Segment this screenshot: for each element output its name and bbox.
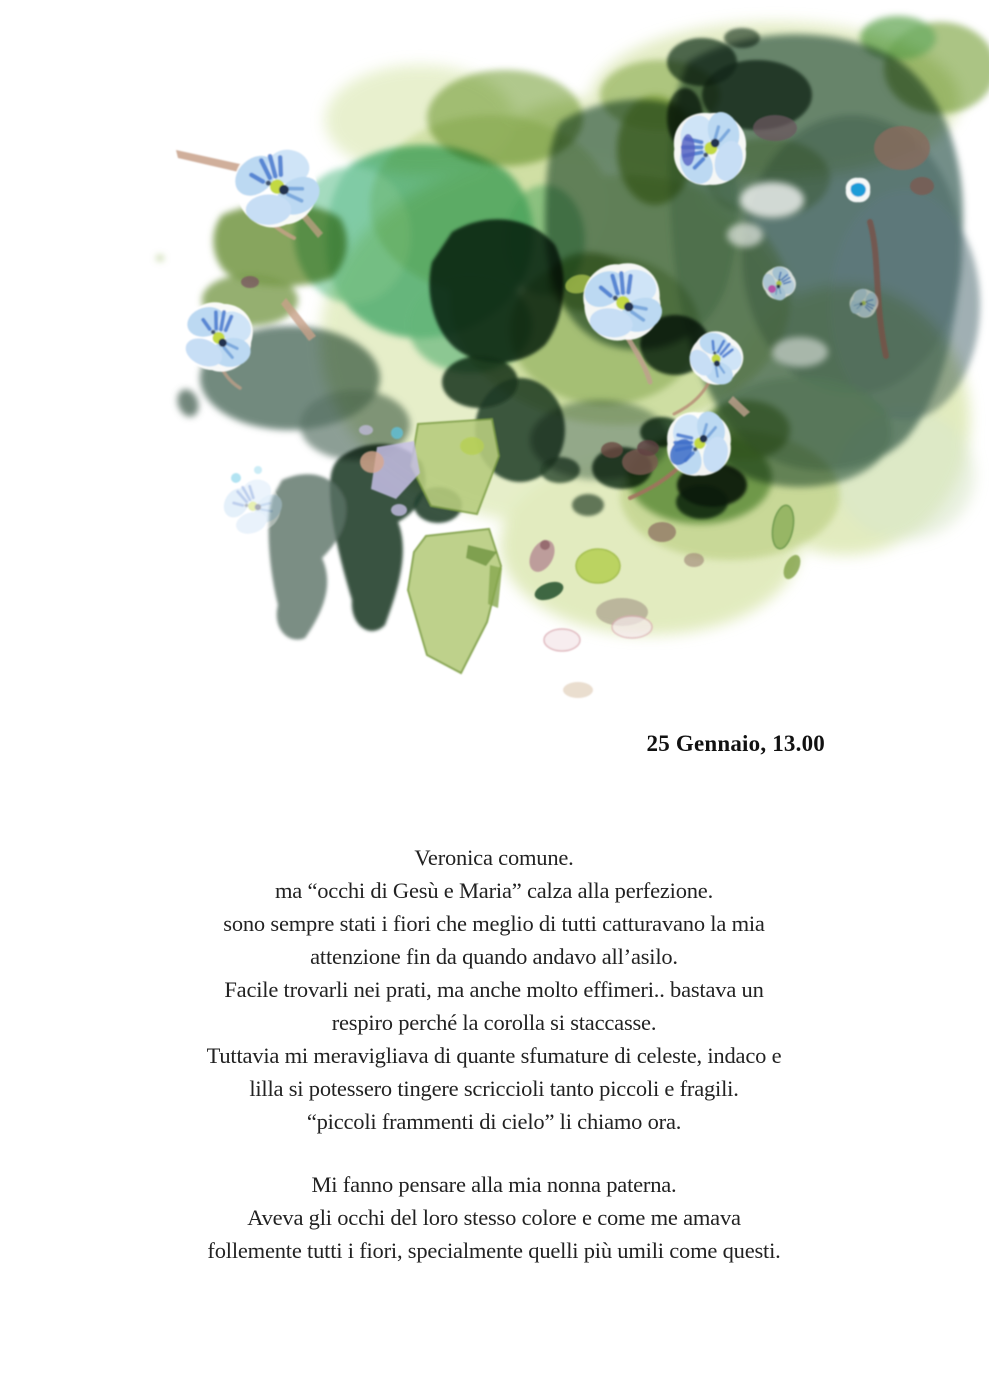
journal-line: attenzione fin da quando andavo all’asilo. bbox=[310, 944, 678, 969]
journal-line: Veronica comune. bbox=[414, 845, 574, 870]
journal-line: respiro perché la corolla si staccasse. bbox=[331, 1010, 657, 1035]
entry-date: 25 Gennaio, 13.00 bbox=[646, 731, 825, 756]
journal-line: follemente tutti i fiori, specialmente quelli più umili come questi. bbox=[207, 1238, 781, 1263]
journal-line: lilla si potessero tingere scriccioli tanto piccoli e fragili. bbox=[249, 1076, 739, 1101]
journal-line: “piccoli frammenti di cielo” li chiamo ora. bbox=[306, 1109, 682, 1134]
journal-line: Aveva gli occhi del loro stesso colore e come me amava bbox=[247, 1205, 741, 1230]
journal-text bbox=[114, 841, 874, 1267]
journal-line: sono sempre stati i fiori che meglio di tutti catturavano la mia bbox=[223, 911, 765, 936]
speedwell-bud-cyan bbox=[846, 178, 871, 202]
journal-paragraph bbox=[114, 1168, 874, 1267]
journal-line: ma “occhi di Gesù e Maria” calza alla perfezione. bbox=[274, 878, 714, 903]
journal-paragraph bbox=[114, 841, 874, 1138]
journal-line: Mi fanno pensare alla mia nonna paterna. bbox=[311, 1172, 677, 1197]
journal-line: Facile trovarli nei prati, ma anche molto effimeri.. bastava un bbox=[224, 977, 764, 1002]
journal-line: Tuttavia mi meravigliava di quante sfumature di celeste, indaco e bbox=[206, 1043, 782, 1068]
